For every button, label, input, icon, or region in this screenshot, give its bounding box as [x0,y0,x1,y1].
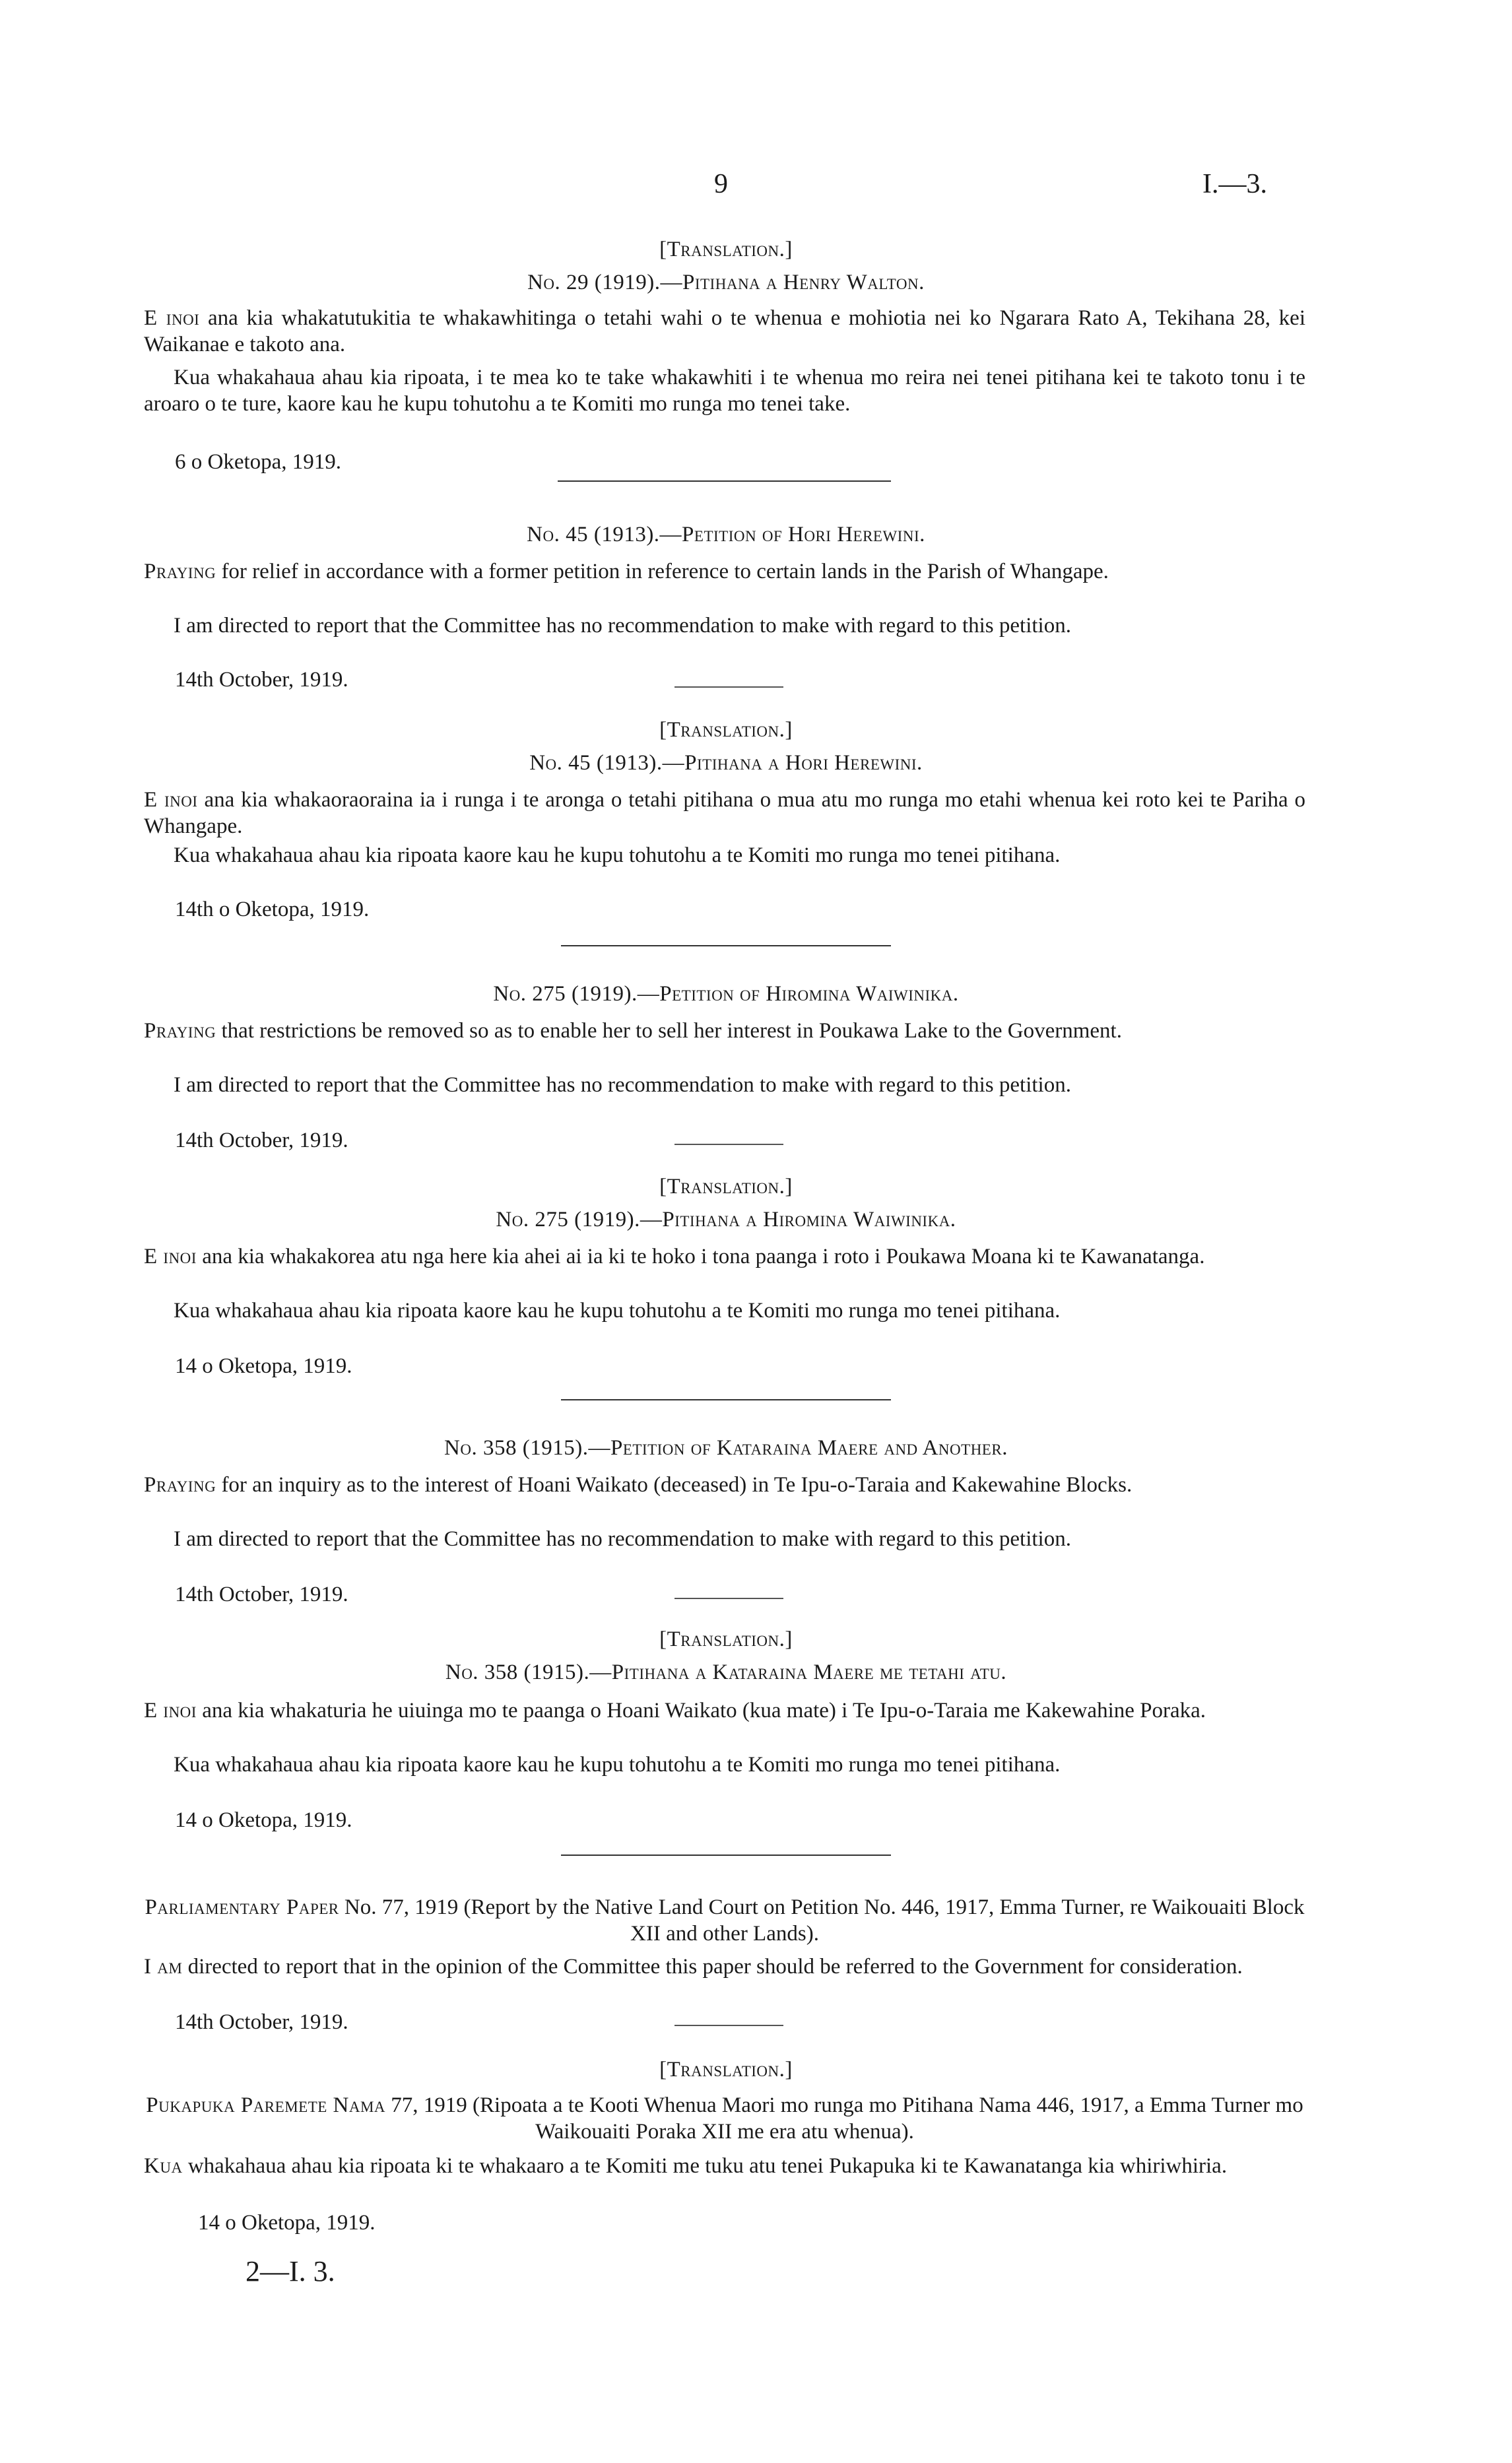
section-title: No. 358 (1915).—Petition of Kataraina Maere and Another. [444,1436,1008,1460]
section-divider [561,1855,891,1856]
section-title: No. 45 (1913).—Pitihana a Hori Herewini. [529,751,923,775]
translation-label: [Translation.] [659,1175,793,1199]
prayer-lead: E inoi [144,1245,197,1268]
section-title: No. 45 (1913).—Petition of Hori Herewini. [527,523,925,546]
short-divider [674,1598,783,1599]
prayer-paragraph [144,558,1305,585]
date-line: 6 o Oketopa, 1919. [175,450,342,474]
prayer-paragraph [144,1018,1305,1044]
section-title: No. 275 (1919).—Petition of Hiromina Waiwinika. [493,982,959,1006]
prayer-lead: I am [144,1955,183,1979]
prayer-lead: E inoi [144,306,200,330]
prayer-text: ana kia whakaoraoraina ia i runga i te aronga o tetahi pitihana o mua atu mo runga mo etahi whenua kei roto kei te Pariha o Whangape. [144,788,1306,838]
prayer-text: directed to report that in the opinion of the Committee this paper should be referred to the Government for consideration. [187,1955,1243,1979]
section-title: No. 29 (1919).—Pitihana a Henry Walton. [527,271,925,294]
date-line: 14th o Oketopa, 1919. [175,898,370,921]
prayer-text: whakahaua ahau kia ripoata ki te whakaaro a te Komiti me tuku atu tenei Pukapuka ki te Kawanatanga kia whiriwhiria. [187,2154,1228,2178]
prayer-paragraph [144,1472,1305,1498]
prayer-lead: E inoi [144,1699,197,1723]
prayer-lead: Praying [144,1473,216,1497]
prayer-lead: E inoi [144,788,198,812]
translation-label: [Translation.] [659,238,793,261]
date-line: 14th October, 1919. [175,2010,348,2034]
report-paragraph: Kua whakahaua ahau kia ripoata kaore kau he kupu tohutohu a te Komiti mo runga mo tenei pitihana. [174,843,1061,867]
prayer-text: that restrictions be removed so as to enable her to sell her interest in Poukawa Lake to the Government. [221,1019,1122,1043]
prayer-text: ana kia whakatutukitia te whakawhitinga o tetahi wahi o te whenua e mohiotia nei ko Ngarara Rato A, Tekihana 28, kei Waikanae e takoto ana. [144,306,1306,356]
paper-code: I.—3. [1202,169,1267,199]
translation-label: [Translation.] [659,1627,793,1651]
prayer-paragraph [144,787,1305,839]
report-paragraph: Kua whakahaua ahau kia ripoata kaore kau he kupu tohutohu a te Komiti mo runga mo tenei pitihana. [174,1753,1061,1777]
date-line: 14 o Oketopa, 1919. [175,1808,352,1832]
date-line: 14th October, 1919. [175,668,348,692]
report-paragraph: I am directed to report that the Committee has no recommendation to make with regard to this petition. [174,614,1071,638]
prayer-paragraph [144,2153,1305,2179]
short-divider [674,1144,783,1145]
report-paragraph: Kua whakahaua ahau kia ripoata, i te mea ko te take whakawhiti i te whenua mo reira nei tenei pitihana kei te takoto tonu i te aroaro o te ture, kaore kau he kupu tohutohu a te Komiti mo runga mo tenei take. [144,366,1305,416]
translation-label: [Translation.] [659,718,793,742]
prayer-paragraph [144,1697,1305,1724]
prayer-text: ana kia whakaturia he uiuinga mo te paanga o Hoani Waikato (kua mate) i Te Ipu-o-Taraia me Kakewahine Poraka. [202,1699,1206,1723]
prayer-lead: Praying [144,1019,216,1043]
prayer-text: ana kia whakakorea atu nga here kia ahei ai ia ki te hoko i tona paanga i roto i Poukawa Moana ki te Kawanatanga. [202,1245,1205,1268]
prayer-lead: Kua [144,2154,183,2178]
prayer-lead: Praying [144,560,216,583]
prayer-paragraph [144,1954,1305,1980]
section-divider [561,945,891,946]
prayer-paragraph [144,1243,1305,1270]
section-divider [558,480,891,482]
short-divider [674,2025,783,2026]
prayer-paragraph [144,305,1305,358]
prayer-text: for relief in accordance with a former petition in reference to certain lands in the Parish of Whangape. [221,560,1109,583]
section-title [144,1894,1305,1947]
section-title [144,2092,1305,2145]
prayer-text: for an inquiry as to the interest of Hoani Waikato (deceased) in Te Ipu-o-Taraia and Kakewahine Blocks. [221,1473,1133,1497]
date-line: 14 o Oketopa, 1919. [198,2211,376,2235]
title-lead: Parliamentary Paper [145,1895,339,1919]
section-title: No. 275 (1919).—Pitihana a Hiromina Waiwinika. [496,1208,956,1232]
section-title: No. 358 (1915).—Pitihana a Kataraina Maere me tetahi atu. [445,1660,1007,1684]
title-rest: No. 77, 1919 (Report by the Native Land Court on Petition No. 446, 1917, Emma Turner, re Waikouaiti Block XII and other Lands). [344,1895,1305,1946]
section-divider [561,1399,891,1400]
date-line: 14th October, 1919. [175,1129,348,1152]
title-lead: Pukapuka Paremete Nama [146,2093,386,2117]
translation-label: [Translation.] [659,2058,793,2082]
signature-code: 2—I. 3. [246,2255,335,2287]
page-number: 9 [714,169,728,199]
report-paragraph: I am directed to report that the Committee has no recommendation to make with regard to this petition. [174,1527,1071,1551]
short-divider [674,686,783,688]
report-paragraph: Kua whakahaua ahau kia ripoata kaore kau he kupu tohutohu a te Komiti mo runga mo tenei pitihana. [174,1299,1061,1323]
date-line: 14 o Oketopa, 1919. [175,1354,352,1378]
date-line: 14th October, 1919. [175,1583,348,1606]
report-paragraph: I am directed to report that the Committee has no recommendation to make with regard to this petition. [174,1073,1071,1097]
title-rest: 77, 1919 (Ripoata a te Kooti Whenua Maori mo runga mo Pitihana Nama 446, 1917, a Emma Turner mo Waikouaiti Poraka XII me era atu whenua). [391,2093,1303,2144]
